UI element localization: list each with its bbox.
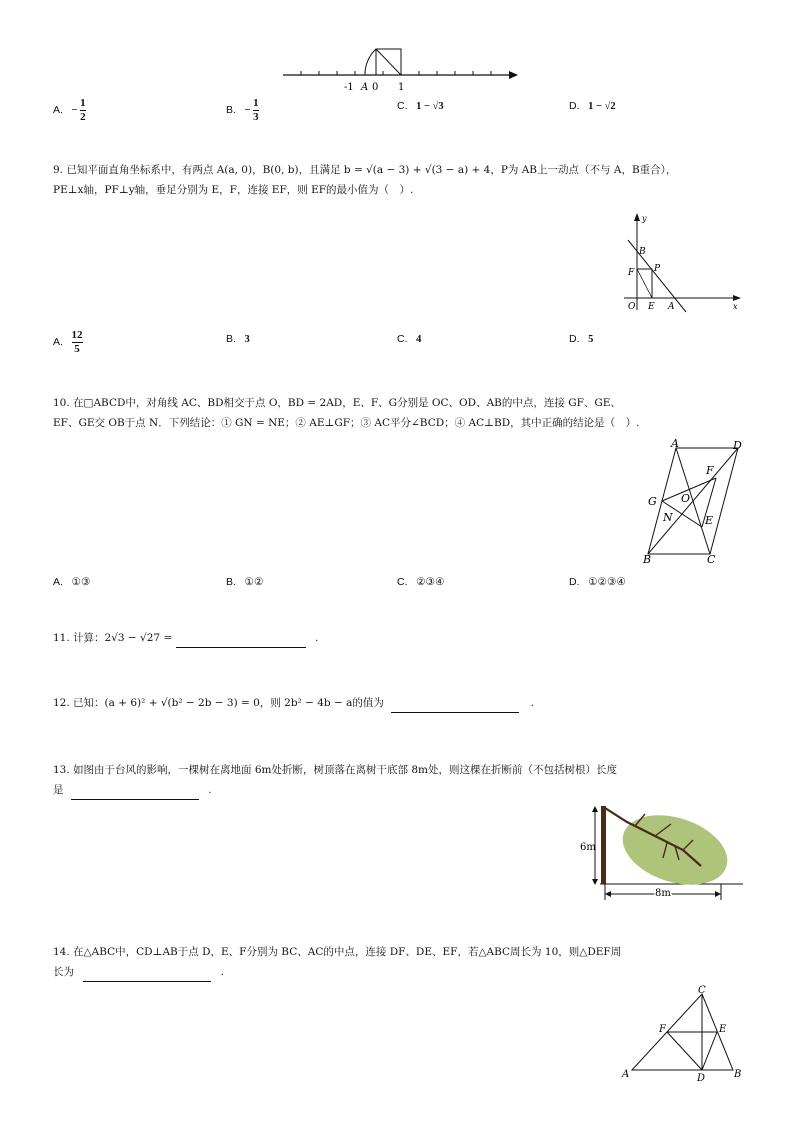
- option-label: B.: [226, 333, 236, 345]
- option-label: D.: [569, 100, 580, 112]
- q12-stem: 12. 已知：(a + 6)² + √(b² − 2b − 3) = 0，则 2b² − 4b − a的值为 .: [53, 693, 613, 713]
- label-p: P: [654, 264, 661, 274]
- q13-tree-figure: [575, 800, 745, 905]
- q10-option-c[interactable]: C. ②③④: [397, 576, 445, 588]
- label-f: F: [659, 1024, 666, 1035]
- q8-option-c[interactable]: C. 1 − √3: [397, 100, 444, 112]
- q11-stem: 11. 计算：2√3 − √27 = .: [53, 628, 453, 648]
- option-label: D.: [569, 576, 580, 588]
- q8-option-b[interactable]: B. − $\frac{1}{3}$: [226, 97, 259, 123]
- option-label: A.: [53, 103, 63, 116]
- label-b: B: [639, 247, 646, 257]
- label-b: B: [734, 1069, 742, 1080]
- label-d: D: [733, 439, 742, 452]
- q9-option-c[interactable]: C. 4: [397, 333, 422, 345]
- label-x: x: [733, 302, 738, 311]
- option-label: C.: [397, 100, 408, 112]
- label-a: A: [671, 438, 679, 450]
- tick-label-minus-one: -1: [344, 82, 354, 93]
- fraction: $\frac{12}{5}$: [71, 329, 83, 355]
- option-label: D.: [569, 333, 580, 345]
- option-label: C.: [397, 576, 408, 588]
- label-d: D: [697, 1073, 706, 1082]
- answer-blank[interactable]: [391, 712, 519, 713]
- tick-label-a: A: [361, 82, 369, 93]
- option-label: C.: [397, 333, 408, 345]
- fraction: $\frac{1}{3}$: [253, 97, 259, 123]
- label-height: 6m: [580, 842, 596, 853]
- label-e: E: [719, 1024, 727, 1035]
- label-c: C: [698, 985, 706, 996]
- label-o: O: [681, 492, 691, 505]
- number-line-figure: [275, 40, 525, 95]
- q9-option-a[interactable]: [53, 329, 83, 356]
- q14-triangle-figure: [620, 982, 745, 1082]
- label-a: A: [622, 1069, 630, 1080]
- q10-option-b[interactable]: B. ①②: [226, 576, 264, 588]
- option-label: A.: [53, 576, 63, 588]
- q9-option-d[interactable]: D. 5: [569, 333, 594, 345]
- q13-stem: 13. 如图由于台风的影响，一棵树在离地面 6m处折断，树顶落在离树干底部 8m处，则这棵在折断前（不包括树根）长度 是 .: [53, 760, 743, 800]
- tick-label-one: 1: [398, 82, 405, 93]
- label-g: G: [648, 495, 657, 508]
- option-label: B.: [226, 576, 236, 588]
- label-b: B: [643, 553, 652, 566]
- label-f: F: [706, 464, 714, 477]
- answer-blank[interactable]: [71, 799, 199, 800]
- label-o: O: [628, 302, 636, 312]
- label-a: A: [668, 302, 675, 312]
- q9-coordinate-figure: [620, 210, 745, 315]
- label-y: y: [642, 214, 647, 223]
- tick-label-zero: 0: [372, 82, 379, 93]
- label-e: E: [648, 302, 655, 312]
- q10-option-d[interactable]: D. ①②③④: [569, 576, 626, 588]
- option-label: A.: [53, 335, 63, 348]
- q8-option-a[interactable]: A. − $\frac{1}{2}$: [53, 97, 86, 123]
- q9-option-b[interactable]: B. 3: [226, 333, 250, 345]
- option-label: B.: [226, 103, 236, 116]
- label-e: E: [705, 514, 714, 527]
- q9-stem: 9. 已知平面直角坐标系中，有两点 A(a, 0)，B(0, b)，且满足 b = √(a − 3) + √(3 − a) + 4，P为 AB上一动点（不与 A，B重合）， PE⊥x轴，PF⊥y轴，垂足分别为 E，F，连接 EF，则 EF的最小值为（ ）.: [53, 164, 677, 196]
- label-n: N: [663, 511, 673, 524]
- answer-blank[interactable]: [176, 647, 306, 648]
- q14-stem: 14. 在△ABC中，CD⊥AB于点 D，E、F分别为 BC、AC的中点，连接 DF、DE、EF，若△ABC周长为 10，则△DEF周 长为 .: [53, 942, 743, 982]
- q10-stem: 10. 在□ABCD中，对角线 AC、BD相交于点 O，BD = 2AD，E、F、G分别是 OC、OD、AB的中点，连接 GF、GE、 EF、GE交 OB于点 N．下列结论：① GN = NE；② AE⊥GF；③ AC平分∠BCD；④ AC⊥BD，其中正确的结论是（ ）.: [53, 397, 640, 429]
- answer-blank[interactable]: [83, 981, 211, 982]
- q10-parallelogram-figure: [638, 438, 750, 566]
- label-base: 8m: [655, 888, 671, 899]
- fraction: $\frac{1}{2}$: [80, 97, 86, 123]
- label-f: F: [628, 268, 635, 278]
- q10-option-a[interactable]: A. ①③: [53, 576, 91, 588]
- q8-option-d[interactable]: D. 1 − √2: [569, 100, 616, 112]
- label-c: C: [707, 553, 716, 566]
